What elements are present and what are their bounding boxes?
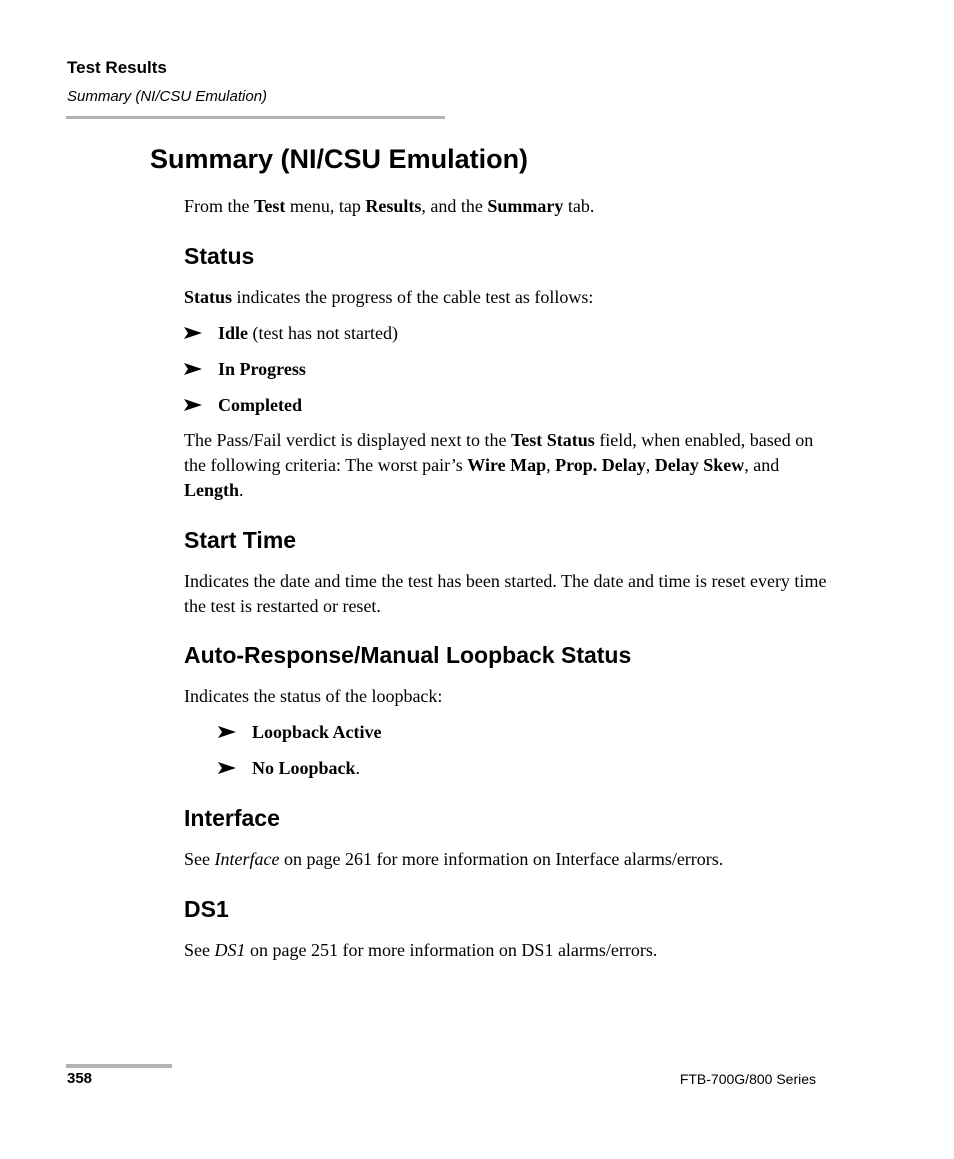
interface-heading: Interface — [184, 805, 280, 831]
intro-paragraph: From the Test menu, tap Results, and the Summary tab. — [184, 196, 595, 216]
ds1-paragraph: See DS1 on page 251 for more information on DS1 alarms/errors. — [184, 940, 658, 960]
page-title: Summary (NI/CSU Emulation) — [150, 144, 529, 174]
status-description: Status indicates the progress of the cable test as follows: — [184, 287, 594, 307]
arrow-bullet-icon — [184, 360, 202, 378]
running-header-section: Test Results — [67, 58, 167, 77]
start-time-heading: Start Time — [184, 527, 297, 553]
loopback-heading: Auto-Response/Manual Loopback Status — [184, 642, 632, 668]
menu-results: Results — [365, 196, 422, 216]
arrow-bullet-icon — [184, 396, 202, 414]
ds1-cross-reference[interactable]: DS1 — [214, 940, 246, 960]
loopback-paragraph: Indicates the status of the loopback: — [184, 686, 443, 706]
menu-test: Test — [254, 196, 286, 216]
arrow-bullet-icon — [184, 324, 202, 342]
verdict-paragraph: The Pass/Fail verdict is displayed next to the Test Status field, when enabled, based on the following criteria: The worst pair’s Wire Map, Prop. Delay, Delay Skew, and Length. — [184, 430, 814, 500]
footer-rule — [66, 1064, 172, 1068]
status-heading: Status — [184, 243, 255, 269]
start-time-paragraph: Indicates the date and time the test has been started. The date and time is reset every time the test is restarted or reset. — [184, 571, 827, 616]
loopback-item-active: Loopback Active — [218, 720, 382, 745]
running-header-subsection: Summary (NI/CSU Emulation) — [67, 88, 268, 105]
page-number: 358 — [67, 1070, 93, 1087]
header-rule — [66, 116, 445, 119]
interface-cross-reference[interactable]: Interface — [214, 849, 280, 869]
product-name: FTB-700G/800 Series — [679, 1071, 816, 1087]
status-item-completed: Completed — [184, 393, 302, 418]
status-item-in-progress: In Progress — [184, 357, 306, 382]
arrow-bullet-icon — [218, 759, 236, 777]
tab-summary: Summary — [487, 196, 564, 216]
ds1-heading: DS1 — [184, 896, 229, 922]
status-item-idle: Idle (test has not started) — [184, 321, 398, 346]
interface-paragraph: See Interface on page 261 for more information on Interface alarms/errors. — [184, 849, 724, 869]
loopback-item-none: No Loopback. — [218, 756, 360, 781]
arrow-bullet-icon — [218, 723, 236, 741]
